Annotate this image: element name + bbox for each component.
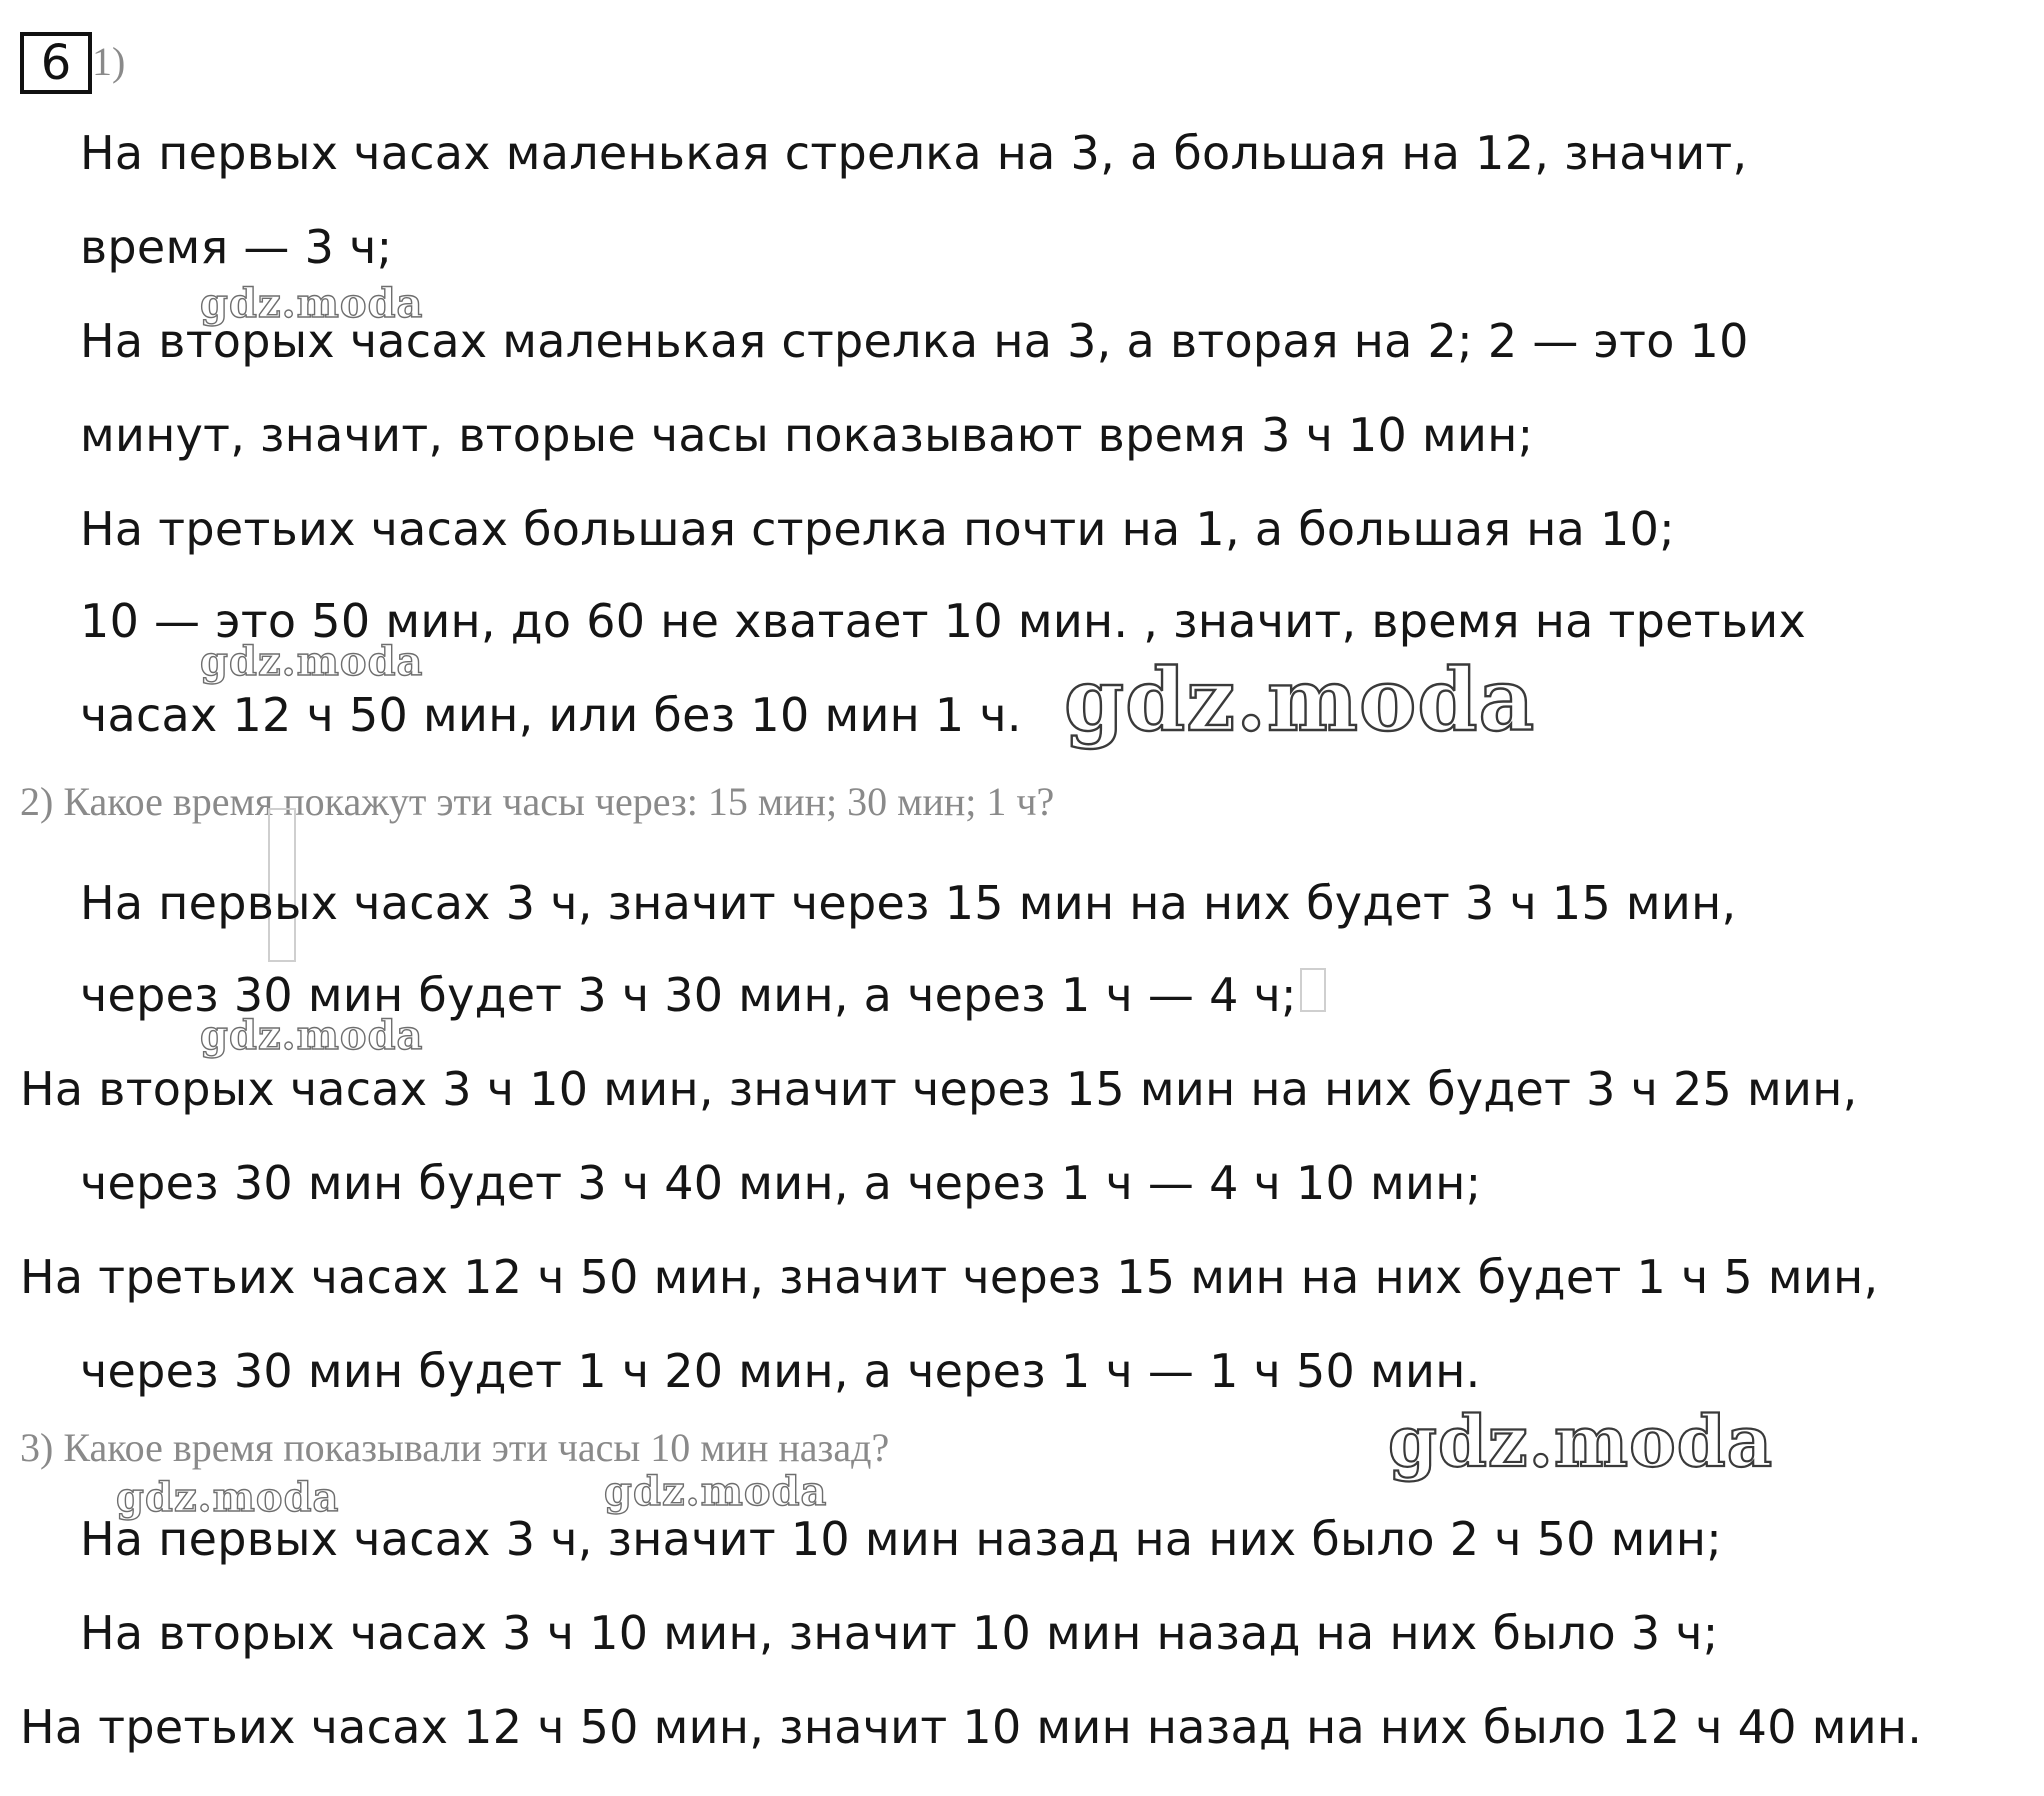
scan-artifact-box <box>1300 968 1326 1012</box>
watermark-logo-large: gdz.moda <box>1388 1400 1774 1483</box>
part-1-line-1: На первых часах маленькая стрелка на 3, а большая на 12, значит, <box>80 126 1748 180</box>
watermark-logo: gdz.moda <box>116 1474 340 1521</box>
part-2-label: 2) Какое время покажут эти часы через: 15 мин; 30 мин; 1 ч? <box>20 779 1055 824</box>
part-2-line-4: через 30 мин будет 3 ч 40 мин, а через 1 ч — 4 ч 10 мин; <box>80 1156 1482 1210</box>
part-1-line-3: На вторых часах маленькая стрелка на 3, а вторая на 2; 2 — это 10 <box>80 314 1749 368</box>
watermark-logo: gdz.moda <box>200 280 424 327</box>
part-2-line-1: На первых часах 3 ч, значит через 15 мин на них будет 3 ч 15 мин, <box>80 876 1737 930</box>
part-3-line-2: На вторых часах 3 ч 10 мин, значит 10 мин назад на них было 3 ч; <box>80 1606 1719 1660</box>
watermark-logo-large: gdz.moda <box>1064 650 1536 751</box>
watermark-logo: gdz.moda <box>604 1468 828 1515</box>
part-1-line-7: часах 12 ч 50 мин, или без 10 мин 1 ч. <box>80 688 1022 742</box>
part-1-line-5: На третьих часах большая стрелка почти на 1, а большая на 10; <box>80 502 1675 556</box>
part-2-line-6: через 30 мин будет 1 ч 20 мин, а через 1 ч — 1 ч 50 мин. <box>80 1344 1481 1398</box>
part-3-line-3: На третьих часах 12 ч 50 мин, значит 10 мин назад на них было 12 ч 40 мин. <box>20 1700 1923 1754</box>
part-2-line-2: через 30 мин будет 3 ч 30 мин, а через 1 ч — 4 ч; <box>80 968 1297 1022</box>
part-1-line-6: 10 — это 50 мин, до 60 не хватает 10 мин. , значит, время на третьих <box>80 594 1806 648</box>
part-1-label: 1) <box>92 39 126 84</box>
part-1-line-4: минут, значит, вторые часы показывают время 3 ч 10 мин; <box>80 408 1534 462</box>
watermark-logo: gdz.moda <box>200 638 424 685</box>
task-number-box: 6 <box>20 32 92 94</box>
part-2-line-3: На вторых часах 3 ч 10 мин, значит через 15 мин на них будет 3 ч 25 мин, <box>20 1062 1858 1116</box>
watermark-logo: gdz.moda <box>200 1012 424 1059</box>
part-1-line-2: время — 3 ч; <box>80 220 393 274</box>
part-2-line-5: На третьих часах 12 ч 50 мин, значит через 15 мин на них будет 1 ч 5 мин, <box>20 1250 1879 1304</box>
part-3-label: 3) Какое время показывали эти часы 10 мин назад? <box>20 1425 890 1470</box>
part-3-line-1: На первых часах 3 ч, значит 10 мин назад на них было 2 ч 50 мин; <box>80 1512 1723 1566</box>
